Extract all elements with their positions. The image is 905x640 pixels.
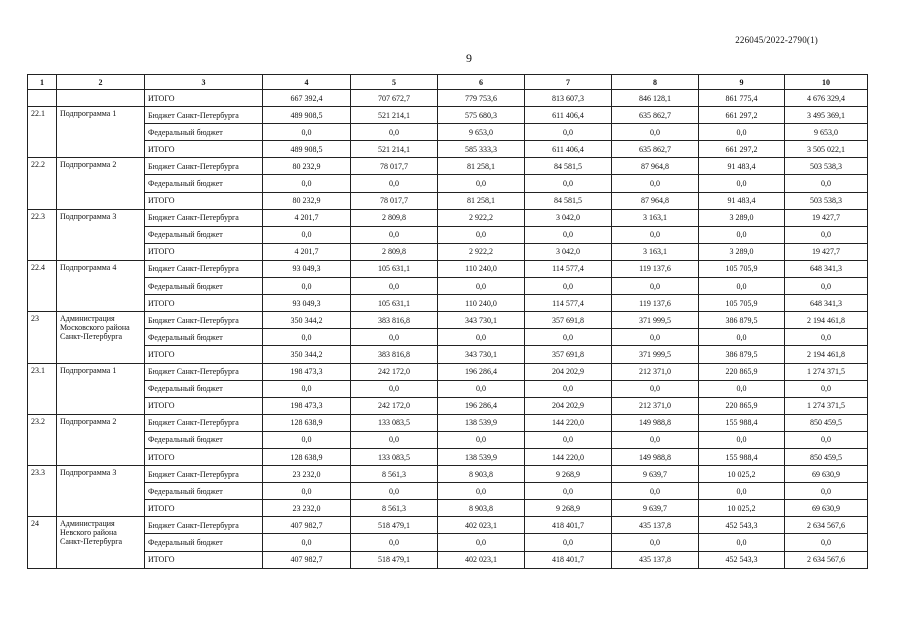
- source-cell: Бюджет Санкт-Петербурга: [145, 209, 263, 226]
- table-row: [28, 414, 868, 431]
- value-cell: 0,0: [525, 278, 612, 295]
- table-row: [28, 329, 868, 346]
- value-cell: 8 903,8: [438, 466, 525, 483]
- value-cell: 220 865,9: [699, 397, 785, 414]
- source-cell: Бюджет Санкт-Петербурга: [145, 158, 263, 175]
- table-row: [28, 295, 868, 312]
- index-cell: 22.4: [28, 260, 57, 311]
- value-cell: 144 220,0: [525, 448, 612, 465]
- value-cell: 0,0: [612, 329, 699, 346]
- value-cell: 0,0: [699, 124, 785, 141]
- value-cell: 707 672,7: [351, 90, 438, 107]
- table-row: [28, 278, 868, 295]
- header-cell: 10: [785, 75, 868, 90]
- source-cell: Федеральный бюджет: [145, 380, 263, 397]
- value-cell: 0,0: [351, 226, 438, 243]
- value-cell: 503 538,3: [785, 158, 868, 175]
- table-row: [28, 551, 868, 568]
- value-cell: 0,0: [438, 380, 525, 397]
- value-cell: 661 297,2: [699, 141, 785, 158]
- value-cell: 0,0: [351, 278, 438, 295]
- source-cell: ИТОГО: [145, 500, 263, 517]
- value-cell: 0,0: [699, 483, 785, 500]
- value-cell: 78 017,7: [351, 158, 438, 175]
- table-row: [28, 141, 868, 158]
- value-cell: 371 999,5: [612, 346, 699, 363]
- value-cell: 850 459,5: [785, 414, 868, 431]
- source-cell: Бюджет Санкт-Петербурга: [145, 312, 263, 329]
- source-cell: ИТОГО: [145, 551, 263, 568]
- source-cell: Федеральный бюджет: [145, 175, 263, 192]
- source-cell: Бюджет Санкт-Петербурга: [145, 107, 263, 124]
- table-row: [28, 380, 868, 397]
- value-cell: 0,0: [525, 380, 612, 397]
- index-cell: 24: [28, 517, 57, 568]
- value-cell: 648 341,3: [785, 260, 868, 277]
- value-cell: 0,0: [612, 124, 699, 141]
- source-cell: Бюджет Санкт-Петербурга: [145, 414, 263, 431]
- value-cell: 105 705,9: [699, 260, 785, 277]
- name-cell: Подпрограмма 3: [57, 209, 145, 260]
- value-cell: 0,0: [438, 483, 525, 500]
- value-cell: 435 137,8: [612, 517, 699, 534]
- name-cell: Подпрограмма 2: [57, 414, 145, 465]
- value-cell: 3 042,0: [525, 243, 612, 260]
- value-cell: 149 988,8: [612, 448, 699, 465]
- value-cell: 0,0: [612, 380, 699, 397]
- value-cell: 138 539,9: [438, 414, 525, 431]
- source-cell: Бюджет Санкт-Петербурга: [145, 466, 263, 483]
- value-cell: 81 258,1: [438, 158, 525, 175]
- value-cell: 78 017,7: [351, 192, 438, 209]
- value-cell: 84 581,5: [525, 158, 612, 175]
- value-cell: 357 691,8: [525, 312, 612, 329]
- value-cell: 8 903,8: [438, 500, 525, 517]
- value-cell: 521 214,1: [351, 107, 438, 124]
- value-cell: 2 922,2: [438, 209, 525, 226]
- value-cell: 10 025,2: [699, 500, 785, 517]
- source-cell: Бюджет Санкт-Петербурга: [145, 363, 263, 380]
- value-cell: 212 371,0: [612, 363, 699, 380]
- value-cell: 2 809,8: [351, 209, 438, 226]
- value-cell: 635 862,7: [612, 141, 699, 158]
- value-cell: 128 638,9: [263, 414, 351, 431]
- header-cell: 7: [525, 75, 612, 90]
- value-cell: 850 459,5: [785, 448, 868, 465]
- source-cell: Бюджет Санкт-Петербурга: [145, 260, 263, 277]
- table-row: [28, 397, 868, 414]
- value-cell: 110 240,0: [438, 295, 525, 312]
- value-cell: 0,0: [525, 124, 612, 141]
- source-cell: ИТОГО: [145, 295, 263, 312]
- value-cell: 0,0: [351, 175, 438, 192]
- value-cell: 93 049,3: [263, 295, 351, 312]
- value-cell: 204 202,9: [525, 397, 612, 414]
- value-cell: 0,0: [525, 431, 612, 448]
- value-cell: 0,0: [438, 175, 525, 192]
- value-cell: 779 753,6: [438, 90, 525, 107]
- value-cell: 3 495 369,1: [785, 107, 868, 124]
- value-cell: 128 638,9: [263, 448, 351, 465]
- table-row: [28, 192, 868, 209]
- value-cell: 585 333,3: [438, 141, 525, 158]
- value-cell: 0,0: [263, 329, 351, 346]
- value-cell: 87 964,8: [612, 158, 699, 175]
- value-cell: 196 286,4: [438, 397, 525, 414]
- value-cell: 149 988,8: [612, 414, 699, 431]
- value-cell: 133 083,5: [351, 414, 438, 431]
- value-cell: 386 879,5: [699, 346, 785, 363]
- table-row: [28, 346, 868, 363]
- index-cell: 22.2: [28, 158, 57, 209]
- value-cell: 0,0: [263, 431, 351, 448]
- value-cell: 0,0: [263, 226, 351, 243]
- value-cell: 69 630,9: [785, 500, 868, 517]
- value-cell: 0,0: [785, 329, 868, 346]
- value-cell: 19 427,7: [785, 209, 868, 226]
- value-cell: 452 543,3: [699, 517, 785, 534]
- value-cell: 1 274 371,5: [785, 397, 868, 414]
- value-cell: 407 982,7: [263, 551, 351, 568]
- value-cell: 0,0: [263, 483, 351, 500]
- name-cell: Администрация Невского района Санкт-Петербурга: [57, 517, 145, 568]
- value-cell: 489 908,5: [263, 107, 351, 124]
- table-row: [28, 517, 868, 534]
- value-cell: 813 607,3: [525, 90, 612, 107]
- value-cell: 357 691,8: [525, 346, 612, 363]
- value-cell: 8 561,3: [351, 466, 438, 483]
- value-cell: 418 401,7: [525, 551, 612, 568]
- value-cell: 489 908,5: [263, 141, 351, 158]
- table-row: [28, 90, 868, 107]
- value-cell: 518 479,1: [351, 551, 438, 568]
- value-cell: 242 172,0: [351, 397, 438, 414]
- table-body: [28, 75, 868, 569]
- value-cell: 3 042,0: [525, 209, 612, 226]
- table-row: [28, 448, 868, 465]
- value-cell: 91 483,4: [699, 192, 785, 209]
- value-cell: 418 401,7: [525, 517, 612, 534]
- table-row: [28, 363, 868, 380]
- value-cell: 0,0: [612, 278, 699, 295]
- value-cell: 0,0: [699, 329, 785, 346]
- source-cell: ИТОГО: [145, 448, 263, 465]
- value-cell: 133 083,5: [351, 448, 438, 465]
- index-cell: 23.3: [28, 466, 57, 517]
- value-cell: 0,0: [699, 534, 785, 551]
- source-cell: Федеральный бюджет: [145, 329, 263, 346]
- value-cell: 105 705,9: [699, 295, 785, 312]
- source-cell: Федеральный бюджет: [145, 431, 263, 448]
- page-number: 9: [466, 51, 472, 65]
- value-cell: 0,0: [525, 175, 612, 192]
- source-cell: Федеральный бюджет: [145, 483, 263, 500]
- table-row: [28, 209, 868, 226]
- value-cell: 204 202,9: [525, 363, 612, 380]
- source-cell: Федеральный бюджет: [145, 124, 263, 141]
- source-cell: ИТОГО: [145, 397, 263, 414]
- value-cell: 0,0: [263, 124, 351, 141]
- value-cell: 402 023,1: [438, 551, 525, 568]
- value-cell: 23 232,0: [263, 466, 351, 483]
- value-cell: 0,0: [612, 431, 699, 448]
- value-cell: 2 634 567,6: [785, 517, 868, 534]
- value-cell: 521 214,1: [351, 141, 438, 158]
- value-cell: 611 406,4: [525, 107, 612, 124]
- value-cell: 371 999,5: [612, 312, 699, 329]
- index-cell: 23.2: [28, 414, 57, 465]
- table-row: [28, 431, 868, 448]
- table-row: [28, 466, 868, 483]
- value-cell: 80 232,9: [263, 192, 351, 209]
- value-cell: 0,0: [351, 329, 438, 346]
- value-cell: 10 025,2: [699, 466, 785, 483]
- value-cell: 0,0: [525, 483, 612, 500]
- name-cell: [57, 90, 145, 107]
- index-cell: 22.3: [28, 209, 57, 260]
- value-cell: 110 240,0: [438, 260, 525, 277]
- value-cell: 0,0: [699, 380, 785, 397]
- index-cell: [28, 90, 57, 107]
- value-cell: 3 163,1: [612, 209, 699, 226]
- value-cell: 0,0: [525, 329, 612, 346]
- source-cell: ИТОГО: [145, 192, 263, 209]
- table-row: [28, 175, 868, 192]
- value-cell: 0,0: [351, 380, 438, 397]
- value-cell: 402 023,1: [438, 517, 525, 534]
- value-cell: 114 577,4: [525, 260, 612, 277]
- value-cell: 0,0: [699, 278, 785, 295]
- value-cell: 435 137,8: [612, 551, 699, 568]
- value-cell: 350 344,2: [263, 312, 351, 329]
- value-cell: 9 653,0: [438, 124, 525, 141]
- value-cell: 105 631,1: [351, 295, 438, 312]
- value-cell: 0,0: [699, 226, 785, 243]
- value-cell: 0,0: [351, 534, 438, 551]
- value-cell: 661 297,2: [699, 107, 785, 124]
- name-cell: Администрация Московского района Санкт-Петербурга: [57, 312, 145, 363]
- value-cell: 575 680,3: [438, 107, 525, 124]
- value-cell: 0,0: [785, 431, 868, 448]
- value-cell: 9 268,9: [525, 466, 612, 483]
- value-cell: 212 371,0: [612, 397, 699, 414]
- value-cell: 0,0: [612, 534, 699, 551]
- value-cell: 9 653,0: [785, 124, 868, 141]
- header-cell: 2: [57, 75, 145, 90]
- value-cell: 0,0: [351, 483, 438, 500]
- source-cell: Федеральный бюджет: [145, 534, 263, 551]
- value-cell: 0,0: [785, 226, 868, 243]
- value-cell: 2 922,2: [438, 243, 525, 260]
- value-cell: 0,0: [438, 278, 525, 295]
- header-cell: 9: [699, 75, 785, 90]
- value-cell: 220 865,9: [699, 363, 785, 380]
- value-cell: 3 505 022,1: [785, 141, 868, 158]
- table-row: [28, 226, 868, 243]
- value-cell: 667 392,4: [263, 90, 351, 107]
- value-cell: 8 561,3: [351, 500, 438, 517]
- table-row: [28, 158, 868, 175]
- value-cell: 242 172,0: [351, 363, 438, 380]
- value-cell: 87 964,8: [612, 192, 699, 209]
- source-cell: ИТОГО: [145, 90, 263, 107]
- value-cell: 0,0: [263, 278, 351, 295]
- value-cell: 9 268,9: [525, 500, 612, 517]
- source-cell: ИТОГО: [145, 141, 263, 158]
- value-cell: 23 232,0: [263, 500, 351, 517]
- value-cell: 2 194 461,8: [785, 312, 868, 329]
- table-row: [28, 500, 868, 517]
- value-cell: 0,0: [785, 380, 868, 397]
- index-cell: 23.1: [28, 363, 57, 414]
- value-cell: 80 232,9: [263, 158, 351, 175]
- value-cell: 846 128,1: [612, 90, 699, 107]
- value-cell: 3 289,0: [699, 209, 785, 226]
- value-cell: 611 406,4: [525, 141, 612, 158]
- table-row: [28, 260, 868, 277]
- value-cell: 0,0: [438, 431, 525, 448]
- value-cell: 155 988,4: [699, 414, 785, 431]
- value-cell: 0,0: [351, 124, 438, 141]
- index-cell: 23: [28, 312, 57, 363]
- value-cell: 93 049,3: [263, 260, 351, 277]
- value-cell: 91 483,4: [699, 158, 785, 175]
- value-cell: 635 862,7: [612, 107, 699, 124]
- source-cell: Бюджет Санкт-Петербурга: [145, 517, 263, 534]
- document-number: 226045/2022-2790(1): [735, 35, 818, 45]
- value-cell: 2 634 567,6: [785, 551, 868, 568]
- value-cell: 69 630,9: [785, 466, 868, 483]
- value-cell: 0,0: [699, 175, 785, 192]
- value-cell: 1 274 371,5: [785, 363, 868, 380]
- value-cell: 196 286,4: [438, 363, 525, 380]
- value-cell: 0,0: [525, 534, 612, 551]
- value-cell: 503 538,3: [785, 192, 868, 209]
- table-row: [28, 534, 868, 551]
- value-cell: 407 982,7: [263, 517, 351, 534]
- index-cell: 22.1: [28, 107, 57, 158]
- value-cell: 648 341,3: [785, 295, 868, 312]
- table-row: [28, 124, 868, 141]
- value-cell: 3 163,1: [612, 243, 699, 260]
- value-cell: 4 676 329,4: [785, 90, 868, 107]
- value-cell: 155 988,4: [699, 448, 785, 465]
- value-cell: 81 258,1: [438, 192, 525, 209]
- value-cell: 198 473,3: [263, 363, 351, 380]
- header-cell: 4: [263, 75, 351, 90]
- value-cell: 9 639,7: [612, 466, 699, 483]
- value-cell: 84 581,5: [525, 192, 612, 209]
- value-cell: 105 631,1: [351, 260, 438, 277]
- value-cell: 0,0: [263, 534, 351, 551]
- name-cell: Подпрограмма 3: [57, 466, 145, 517]
- value-cell: 114 577,4: [525, 295, 612, 312]
- value-cell: 0,0: [785, 534, 868, 551]
- header-cell: 3: [145, 75, 263, 90]
- value-cell: 0,0: [612, 175, 699, 192]
- value-cell: 350 344,2: [263, 346, 351, 363]
- value-cell: 452 543,3: [699, 551, 785, 568]
- value-cell: 119 137,6: [612, 260, 699, 277]
- header-row: [28, 75, 868, 90]
- name-cell: Подпрограмма 1: [57, 107, 145, 158]
- name-cell: Подпрограмма 2: [57, 158, 145, 209]
- value-cell: 0,0: [612, 226, 699, 243]
- value-cell: 0,0: [785, 175, 868, 192]
- value-cell: 3 289,0: [699, 243, 785, 260]
- table-row: [28, 483, 868, 500]
- header-cell: 6: [438, 75, 525, 90]
- value-cell: 0,0: [351, 431, 438, 448]
- source-cell: ИТОГО: [145, 243, 263, 260]
- value-cell: 383 816,8: [351, 346, 438, 363]
- value-cell: 144 220,0: [525, 414, 612, 431]
- table-row: [28, 312, 868, 329]
- source-cell: Федеральный бюджет: [145, 278, 263, 295]
- value-cell: 119 137,6: [612, 295, 699, 312]
- value-cell: 2 194 461,8: [785, 346, 868, 363]
- table-row: [28, 243, 868, 260]
- value-cell: 861 775,4: [699, 90, 785, 107]
- name-cell: Подпрограмма 4: [57, 260, 145, 311]
- header-cell: 5: [351, 75, 438, 90]
- value-cell: 383 816,8: [351, 312, 438, 329]
- name-cell: Подпрограмма 1: [57, 363, 145, 414]
- value-cell: 0,0: [525, 226, 612, 243]
- value-cell: 0,0: [785, 483, 868, 500]
- value-cell: 0,0: [438, 534, 525, 551]
- source-cell: ИТОГО: [145, 346, 263, 363]
- table-row: [28, 107, 868, 124]
- header-cell: 1: [28, 75, 57, 90]
- value-cell: 343 730,1: [438, 346, 525, 363]
- value-cell: 0,0: [263, 380, 351, 397]
- value-cell: 19 427,7: [785, 243, 868, 260]
- value-cell: 198 473,3: [263, 397, 351, 414]
- value-cell: 0,0: [785, 278, 868, 295]
- value-cell: 2 809,8: [351, 243, 438, 260]
- header-cell: 8: [612, 75, 699, 90]
- value-cell: 0,0: [612, 483, 699, 500]
- source-cell: Федеральный бюджет: [145, 226, 263, 243]
- value-cell: 0,0: [438, 329, 525, 346]
- value-cell: 4 201,7: [263, 243, 351, 260]
- value-cell: 343 730,1: [438, 312, 525, 329]
- value-cell: 0,0: [438, 226, 525, 243]
- value-cell: 4 201,7: [263, 209, 351, 226]
- budget-table: [27, 74, 868, 569]
- value-cell: 0,0: [263, 175, 351, 192]
- value-cell: 386 879,5: [699, 312, 785, 329]
- value-cell: 138 539,9: [438, 448, 525, 465]
- value-cell: 518 479,1: [351, 517, 438, 534]
- value-cell: 0,0: [699, 431, 785, 448]
- value-cell: 9 639,7: [612, 500, 699, 517]
